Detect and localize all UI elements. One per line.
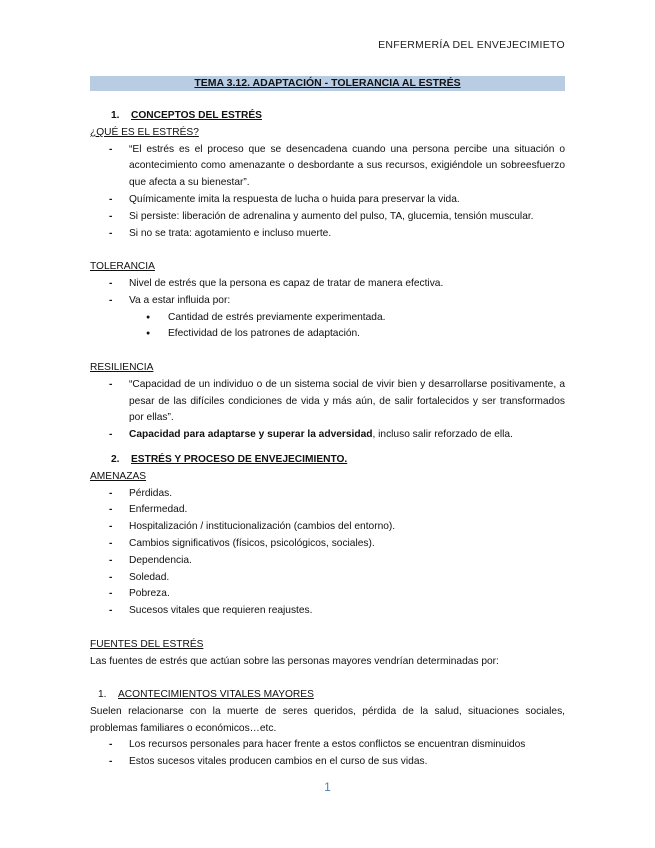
list-item: - “Capacidad de un individuo o de un sistema social de vivir bien y desarrollarse positivamente, a pesar de las difíciles condiciones de vida y más aún, de salir fortalecidos y ser transformados por ellas”. xyxy=(90,377,565,427)
list-item: - Va a estar influida por: xyxy=(90,293,565,310)
document-body xyxy=(90,108,565,771)
list-item: - Pobreza. xyxy=(90,586,565,603)
list-item: - Hospitalización / institucionalización (cambios del entorno). xyxy=(90,519,565,536)
phrase-rest: , incluso salir reforzado de ella. xyxy=(372,429,513,441)
amenazas-heading: AMENAZAS xyxy=(90,470,147,482)
fuentes-intro: Las fuentes de estrés que actúan sobre las personas mayores vendrían determinadas por: xyxy=(90,655,499,667)
section-1-title: CONCEPTOS DEL ESTRÉS xyxy=(131,110,262,121)
amenazas-list xyxy=(90,486,565,620)
list-item: - Los recursos personales para hacer frente a estos conflictos se encuentran disminuidos xyxy=(90,737,565,754)
list-item: - Químicamente imita la respuesta de lucha o huida para preservar la vida. xyxy=(90,192,565,209)
tolerancia-bullets xyxy=(90,310,565,344)
question-heading: ¿QUÉ ES EL ESTRÉS? xyxy=(90,126,199,138)
tolerancia-list xyxy=(90,276,565,310)
subsection-1-text: Suelen relacionarse con la muerte de seres queridos, pérdida de la salud, situaciones sociales, problemas familiares o económicos…etc. xyxy=(90,705,565,734)
bold-phrase: Capacidad para adaptarse y superar la adversidad xyxy=(129,429,373,441)
section-2-heading xyxy=(90,452,565,469)
list-item: - Enfermedad. xyxy=(90,502,565,519)
document-title xyxy=(90,76,565,91)
tolerancia-heading: TOLERANCIA xyxy=(90,261,155,273)
page-number: 1 xyxy=(324,780,331,794)
fuentes-heading: FUENTES DEL ESTRÉS xyxy=(90,638,204,650)
subsection-1-heading xyxy=(90,687,565,704)
list-item: - Si no se trata: agotamiento e incluso muerte. xyxy=(90,226,565,243)
list-item: - Sucesos vitales que requieren reajustes. xyxy=(90,603,565,620)
resiliencia-list xyxy=(90,377,565,444)
section-2-number: 2. xyxy=(111,453,120,465)
list-item: - Nivel de estrés que la persona es capaz de tratar de manera efectiva. xyxy=(90,276,565,293)
list-item: - Soledad. xyxy=(90,570,565,587)
stress-definition-list xyxy=(90,142,565,243)
list-item: - Pérdidas. xyxy=(90,486,565,503)
list-item: - “El estrés es el proceso que se desencadena cuando una persona percibe una situación o acontecimiento como amenazante o desbordante a sus recursos, exigiéndole un sobreesfuerzo que afecta a su bienestar”. xyxy=(90,142,565,192)
subsection-1-title: ACONTECIMIENTOS VITALES MAYORES xyxy=(118,689,314,701)
section-1-number: 1. xyxy=(111,110,120,121)
list-item: - Estos sucesos vitales producen cambios en el curso de sus vidas. xyxy=(90,754,565,771)
section-2-title: ESTRÉS Y PROCESO DE ENVEJECIMIENTO. xyxy=(131,453,348,465)
list-item: - Si persiste: liberación de adrenalina y aumento del pulso, TA, glucemia, tensión muscular. xyxy=(90,209,565,226)
subsection-1-list xyxy=(90,737,565,771)
document-title-text: TEMA 3.12. ADAPTACIÓN - TOLERANCIA AL ESTRÉS xyxy=(194,77,461,89)
bullet-item: ● Cantidad de estrés previamente experimentada. xyxy=(90,310,565,327)
bullet-item: ● Efectividad de los patrones de adaptación. xyxy=(90,326,565,343)
resiliencia-heading: RESILIENCIA xyxy=(90,361,154,373)
section-1-heading xyxy=(90,108,565,125)
list-item: - Cambios significativos (físicos, psicológicos, sociales). xyxy=(90,536,565,553)
subsection-1-number: 1. xyxy=(98,689,107,701)
list-item xyxy=(90,427,565,444)
list-item: - Dependencia. xyxy=(90,553,565,570)
running-header: ENFERMERÍA DEL ENVEJECIMIETO xyxy=(378,39,565,51)
